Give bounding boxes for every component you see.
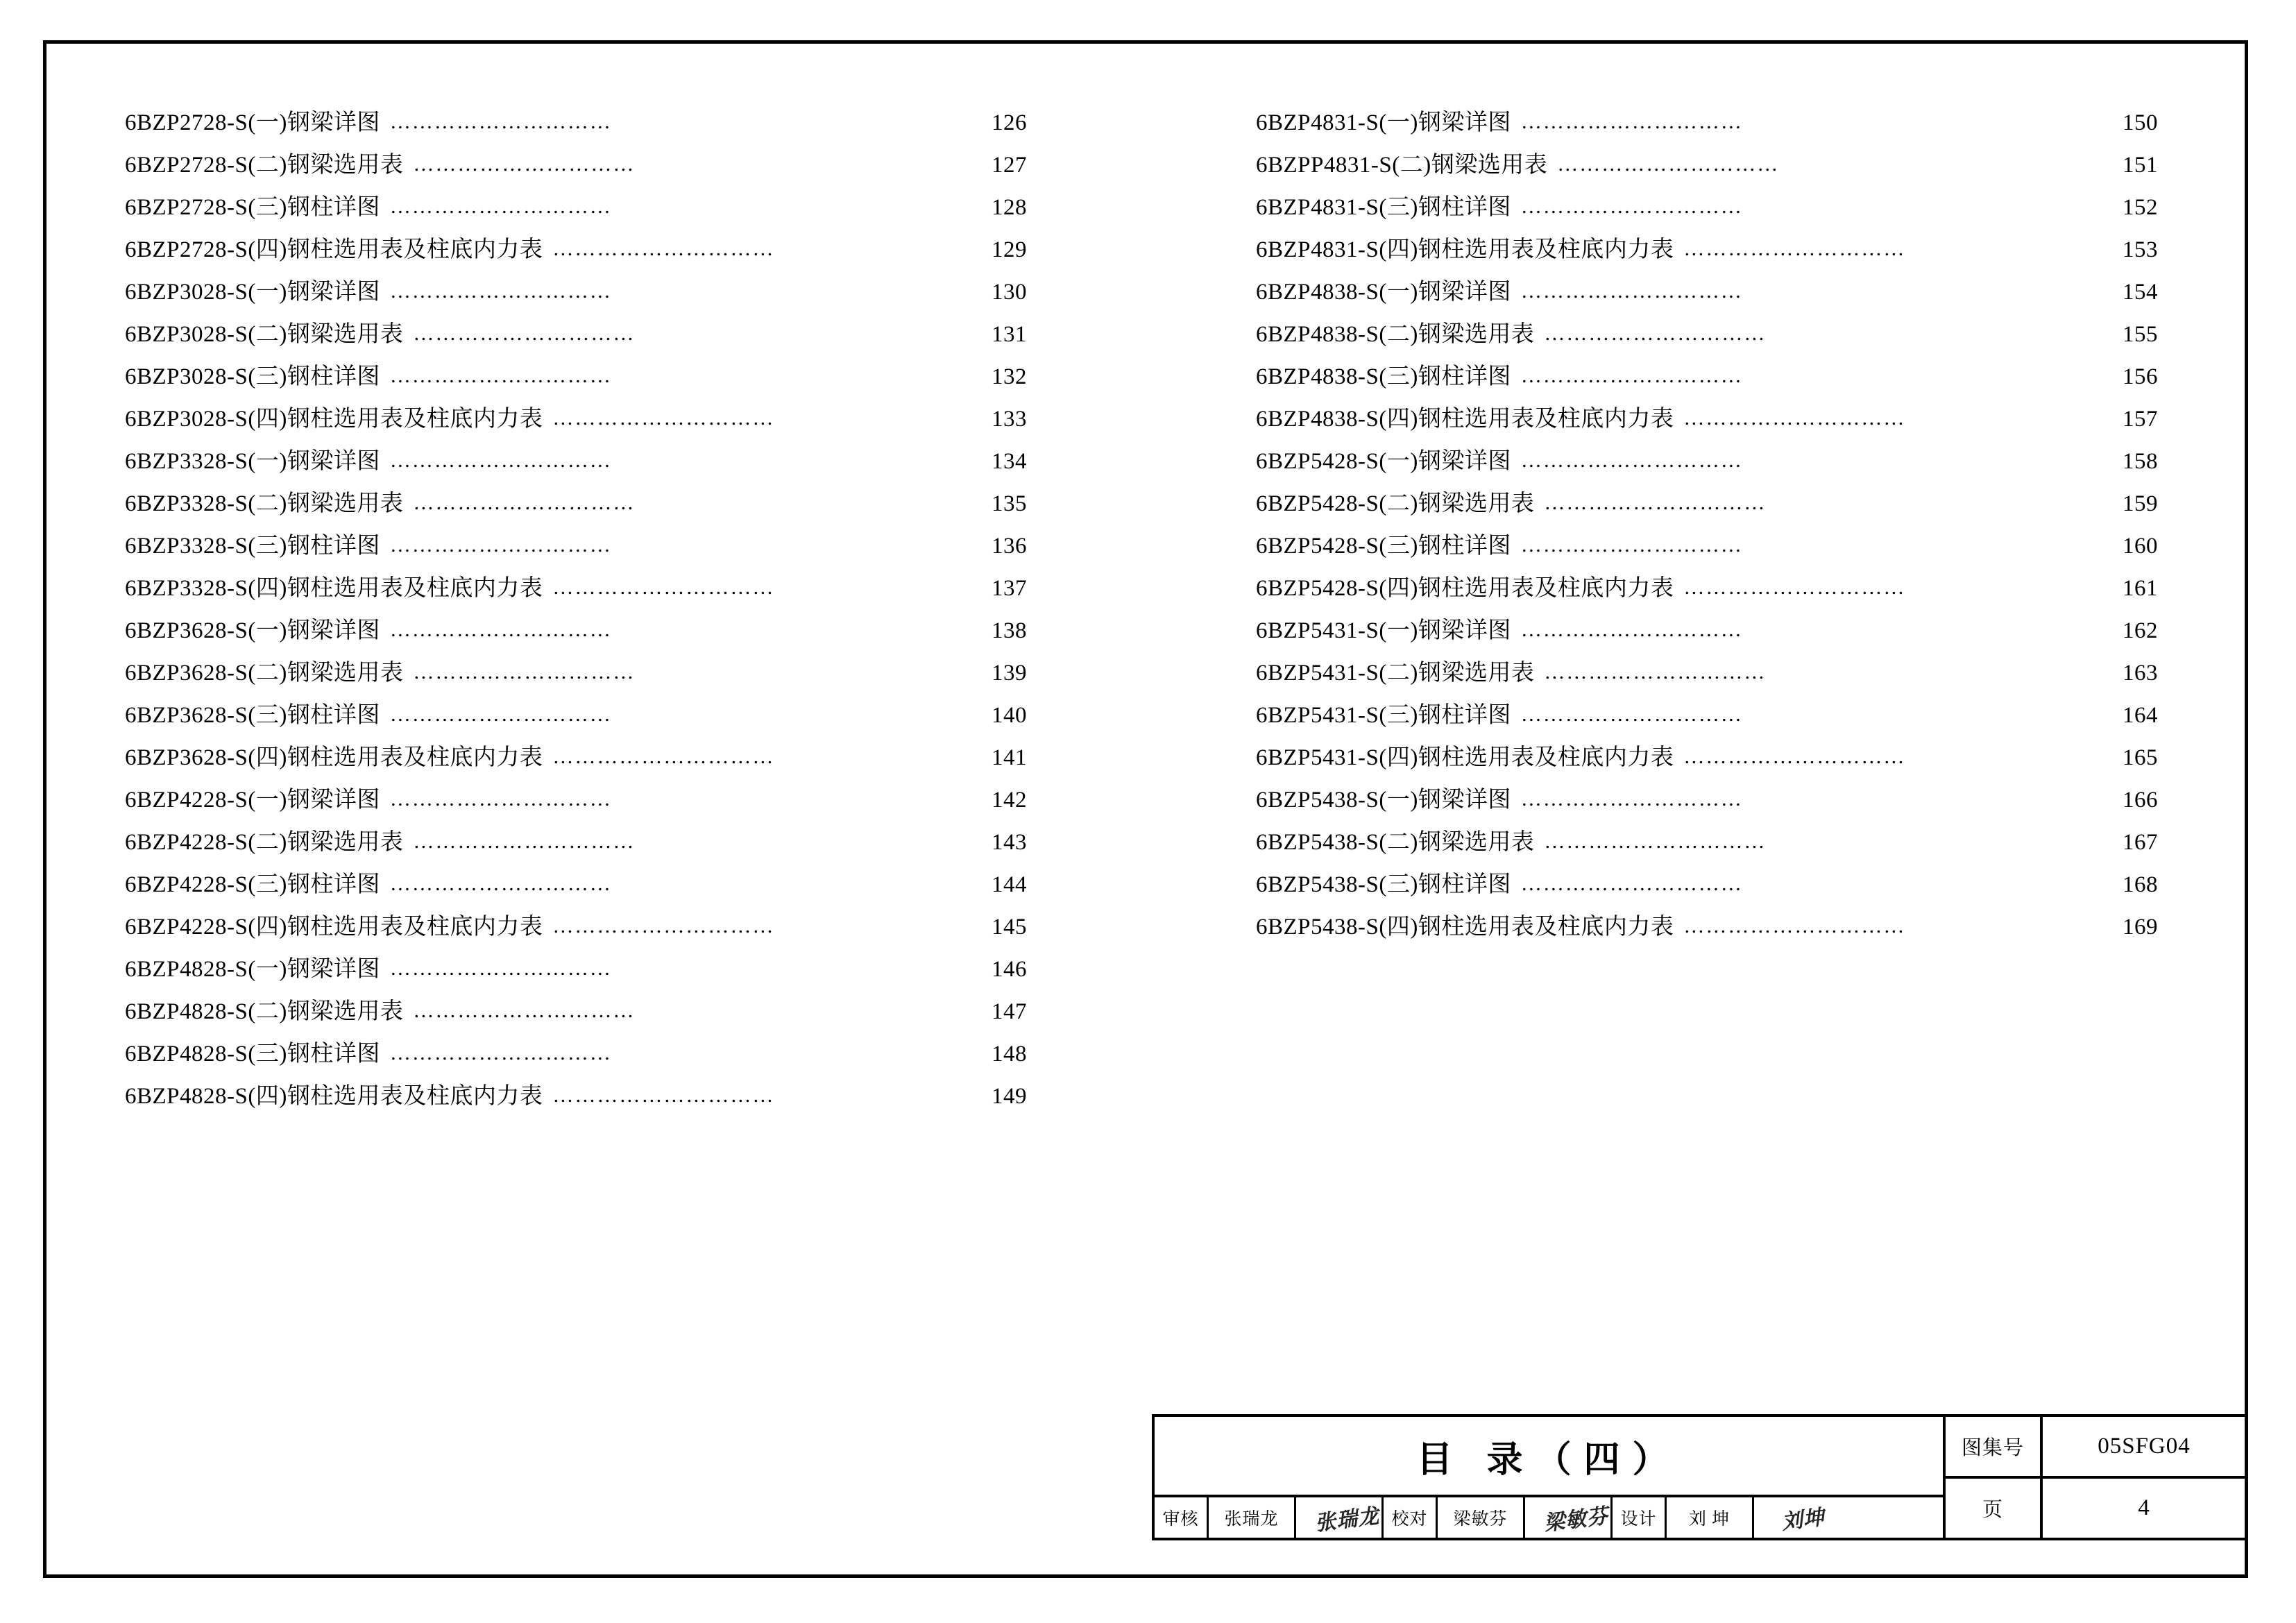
- toc-entry-page: 155: [2123, 322, 2158, 347]
- toc-entry-page: 141: [992, 745, 1027, 770]
- signature-role-check: 校对: [1384, 1497, 1438, 1538]
- toc-entry-page: 133: [992, 407, 1027, 432]
- handwritten-signature: 张瑞龙: [1313, 1504, 1381, 1536]
- toc-leader-dots: …………………………: [1683, 237, 1906, 260]
- toc-entry-page: 150: [2123, 110, 2158, 135]
- toc-leader-dots: …………………………: [389, 364, 612, 387]
- toc-entry[interactable]: [125, 527, 1027, 570]
- toc-entry-title: 6BZP4828-S(四)钢柱选用表及柱底内力表: [125, 1084, 543, 1109]
- toc-entry-title: 6BZP3028-S(一)钢梁详图: [125, 280, 380, 305]
- toc-leader-dots: …………………………: [552, 1084, 775, 1107]
- toc-entry-page: 137: [992, 576, 1027, 601]
- toc-entry[interactable]: [125, 358, 1027, 400]
- signature-scribble-review: [1296, 1497, 1384, 1538]
- toc-leader-dots: …………………………: [389, 534, 612, 556]
- toc-entry-page: 160: [2123, 534, 2158, 559]
- signature-name-check: 梁敏芬: [1438, 1497, 1525, 1538]
- toc-entry[interactable]: [125, 570, 1027, 612]
- toc-leader-dots: …………………………: [1544, 661, 1767, 683]
- toc-entry-title: 6BZP5431-S(一)钢梁详图: [1256, 618, 1511, 643]
- toc-entry-page: 126: [992, 110, 1027, 135]
- signature-role-design: 设计: [1613, 1497, 1667, 1538]
- toc-entry[interactable]: [125, 104, 1027, 146]
- toc-leader-dots: …………………………: [1520, 195, 1743, 218]
- toc-column-right: [1256, 104, 2158, 1120]
- toc-entry-page: 156: [2123, 364, 2158, 389]
- signature-name-design: 刘 坤: [1667, 1497, 1754, 1538]
- toc-entry-title: 6BZP3328-S(三)钢柱详图: [125, 534, 380, 559]
- toc-entry-page: 131: [992, 322, 1027, 347]
- toc-entry[interactable]: [125, 273, 1027, 316]
- toc-entry-title: 6BZP3028-S(三)钢柱详图: [125, 364, 380, 389]
- toc-leader-dots: …………………………: [1683, 407, 1906, 430]
- toc-entry-title: 6BZP4831-S(四)钢柱选用表及柱底内力表: [1256, 237, 1674, 262]
- handwritten-signature: 梁敏芬: [1542, 1504, 1610, 1536]
- toc-leader-dots: …………………………: [389, 449, 612, 472]
- toc-entry[interactable]: [125, 951, 1027, 993]
- toc-leader-dots: …………………………: [552, 407, 775, 430]
- toc-entry-page: 138: [992, 618, 1027, 643]
- toc-leader-dots: …………………………: [1520, 703, 1743, 726]
- toc-entry-title: 6BZP3628-S(三)钢柱详图: [125, 703, 380, 728]
- signature-row: [1155, 1497, 1943, 1538]
- toc-entry[interactable]: [1256, 443, 2158, 485]
- toc-leader-dots: …………………………: [413, 153, 636, 176]
- toc-entry-title: 6BZP5428-S(二)钢梁选用表: [1256, 491, 1535, 516]
- toc-entry-title: 6BZP4838-S(四)钢柱选用表及柱底内力表: [1256, 407, 1674, 432]
- toc-entry-title: 6BZPP4831-S(二)钢梁选用表: [1256, 153, 1548, 178]
- toc-entry[interactable]: [125, 316, 1027, 358]
- toc-leader-dots: …………………………: [389, 788, 612, 810]
- handwritten-signature: 刘坤: [1780, 1505, 1826, 1535]
- toc-leader-dots: …………………………: [1520, 364, 1743, 387]
- title-block-left: [1155, 1417, 1946, 1538]
- toc-entry-title: 6BZP5431-S(四)钢柱选用表及柱底内力表: [1256, 745, 1674, 770]
- toc-entry[interactable]: [1256, 908, 2158, 951]
- toc-leader-dots: …………………………: [389, 703, 612, 726]
- toc-entry[interactable]: [125, 485, 1027, 527]
- toc-leader-dots: …………………………: [552, 237, 775, 260]
- toc-entry-title: 6BZP5438-S(一)钢梁详图: [1256, 788, 1511, 813]
- toc-entry[interactable]: [1256, 866, 2158, 908]
- toc-leader-dots: …………………………: [389, 872, 612, 895]
- toc-entry-page: 151: [2123, 153, 2158, 178]
- toc-entry-page: 166: [2123, 788, 2158, 813]
- toc-entry-page: 152: [2123, 195, 2158, 220]
- toc-leader-dots: …………………………: [1520, 280, 1743, 303]
- toc-entry[interactable]: [1256, 485, 2158, 527]
- toc-entry-title: 6BZP4831-S(三)钢柱详图: [1256, 195, 1511, 220]
- toc-leader-dots: …………………………: [389, 618, 612, 641]
- toc-entry[interactable]: [1256, 146, 2158, 189]
- toc-entry[interactable]: [125, 654, 1027, 697]
- toc-entry[interactable]: [125, 231, 1027, 273]
- toc-entry-title: 6BZP4828-S(三)钢柱详图: [125, 1042, 380, 1067]
- toc-entry-page: 163: [2123, 661, 2158, 686]
- toc-leader-dots: …………………………: [389, 1042, 612, 1064]
- toc-entry[interactable]: [1256, 739, 2158, 781]
- title-block-right: [1946, 1417, 2245, 1538]
- toc-entry-page: 149: [992, 1084, 1027, 1109]
- toc-entry[interactable]: [125, 824, 1027, 866]
- toc-entry[interactable]: [125, 739, 1027, 781]
- toc-leader-dots: …………………………: [389, 110, 612, 133]
- toc-entry[interactable]: [125, 1078, 1027, 1120]
- toc-leader-dots: …………………………: [389, 195, 612, 218]
- toc-entry-title: 6BZP4828-S(二)钢梁选用表: [125, 999, 404, 1024]
- toc-entry[interactable]: [125, 443, 1027, 485]
- signature-scribble-check: [1525, 1497, 1613, 1538]
- toc-entry-page: 164: [2123, 703, 2158, 728]
- page-label: 页: [1946, 1479, 2043, 1538]
- toc-leader-dots: …………………………: [1520, 534, 1743, 556]
- toc-leader-dots: …………………………: [1544, 322, 1767, 345]
- toc-leader-dots: …………………………: [1544, 491, 1767, 514]
- toc-leader-dots: …………………………: [413, 999, 636, 1022]
- toc-entry-title: 6BZP4228-S(三)钢柱详图: [125, 872, 380, 897]
- toc-entry-page: 157: [2123, 407, 2158, 432]
- toc-leader-dots: …………………………: [413, 322, 636, 345]
- toc-entry-title: 6BZP3628-S(四)钢柱选用表及柱底内力表: [125, 745, 543, 770]
- signature-name-review: 张瑞龙: [1209, 1497, 1296, 1538]
- toc-entry-title: 6BZP3328-S(二)钢梁选用表: [125, 491, 404, 516]
- toc-leader-dots: …………………………: [389, 280, 612, 303]
- toc-leader-dots: …………………………: [1520, 618, 1743, 641]
- toc-leader-dots: …………………………: [1683, 745, 1906, 768]
- toc-entry-title: 6BZP4228-S(一)钢梁详图: [125, 788, 380, 813]
- atlas-number-row: [1946, 1417, 2245, 1479]
- toc-leader-dots: …………………………: [1520, 788, 1743, 810]
- toc-leader-dots: …………………………: [552, 576, 775, 599]
- toc-entry-page: 168: [2123, 872, 2158, 897]
- toc-entry[interactable]: [1256, 654, 2158, 697]
- toc-entry-page: 167: [2123, 830, 2158, 855]
- document-title: 目 录（四）: [1155, 1417, 1943, 1497]
- toc-entry[interactable]: [125, 866, 1027, 908]
- toc-entry-title: 6BZP2728-S(二)钢梁选用表: [125, 153, 404, 178]
- toc-entry[interactable]: [1256, 697, 2158, 739]
- toc-entry[interactable]: [1256, 400, 2158, 443]
- toc-entry-title: 6BZP5431-S(二)钢梁选用表: [1256, 661, 1535, 686]
- toc-entry-page: 128: [992, 195, 1027, 220]
- toc-entry-title: 6BZP5428-S(四)钢柱选用表及柱底内力表: [1256, 576, 1674, 601]
- toc-entry-page: 145: [992, 915, 1027, 940]
- toc-entry-page: 139: [992, 661, 1027, 686]
- toc-leader-dots: …………………………: [1520, 110, 1743, 133]
- toc-entry[interactable]: [1256, 316, 2158, 358]
- toc-leader-dots: …………………………: [552, 745, 775, 768]
- toc-entry-page: 144: [992, 872, 1027, 897]
- toc-leader-dots: …………………………: [1520, 872, 1743, 895]
- signature-scribble-design: [1754, 1497, 1842, 1538]
- toc-leader-dots: …………………………: [1520, 449, 1743, 472]
- toc-entry-page: 154: [2123, 280, 2158, 305]
- toc-entry-page: 147: [992, 999, 1027, 1024]
- toc-entry-page: 132: [992, 364, 1027, 389]
- toc-leader-dots: …………………………: [1683, 576, 1906, 599]
- toc-entry-title: 6BZP5428-S(三)钢柱详图: [1256, 534, 1511, 559]
- toc-entry-title: 6BZP4228-S(二)钢梁选用表: [125, 830, 404, 855]
- toc-entry-page: 161: [2123, 576, 2158, 601]
- toc-entry-title: 6BZP4838-S(三)钢柱详图: [1256, 364, 1511, 389]
- toc-entry-title: 6BZP4228-S(四)钢柱选用表及柱底内力表: [125, 915, 543, 940]
- toc-entry[interactable]: [125, 781, 1027, 824]
- toc-entry-title: 6BZP5438-S(三)钢柱详图: [1256, 872, 1511, 897]
- toc-entry-title: 6BZP2728-S(一)钢梁详图: [125, 110, 380, 135]
- toc-entry[interactable]: [1256, 781, 2158, 824]
- toc-entry-title: 6BZP3628-S(二)钢梁选用表: [125, 661, 404, 686]
- page-number-row: [1946, 1479, 2245, 1538]
- toc-entry-title: 6BZP3628-S(一)钢梁详图: [125, 618, 380, 643]
- toc-entry-page: 162: [2123, 618, 2158, 643]
- toc-entry[interactable]: [1256, 824, 2158, 866]
- toc-leader-dots: …………………………: [413, 830, 636, 853]
- toc-entry-title: 6BZP5431-S(三)钢柱详图: [1256, 703, 1511, 728]
- signature-role-review: 审核: [1155, 1497, 1209, 1538]
- toc-leader-dots: …………………………: [1544, 830, 1767, 853]
- toc-entry-page: 159: [2123, 491, 2158, 516]
- toc-entry[interactable]: [125, 612, 1027, 654]
- toc-entry-page: 148: [992, 1042, 1027, 1067]
- toc-entry[interactable]: [125, 189, 1027, 231]
- toc-entry-title: 6BZP2728-S(三)钢柱详图: [125, 195, 380, 220]
- toc-entry-page: 158: [2123, 449, 2158, 474]
- toc-entry-title: 6BZP4838-S(二)钢梁选用表: [1256, 322, 1535, 347]
- toc-leader-dots: …………………………: [413, 661, 636, 683]
- toc-entry[interactable]: [125, 908, 1027, 951]
- toc-entry[interactable]: [1256, 189, 2158, 231]
- toc-entry-title: 6BZP4828-S(一)钢梁详图: [125, 957, 380, 982]
- toc-entry-title: 6BZP3328-S(四)钢柱选用表及柱底内力表: [125, 576, 543, 601]
- toc-entry[interactable]: [1256, 358, 2158, 400]
- page-value: 4: [2138, 1495, 2150, 1520]
- toc-leader-dots: …………………………: [1683, 915, 1906, 937]
- toc-leader-dots: …………………………: [1557, 153, 1780, 176]
- toc-entry-page: 127: [992, 153, 1027, 178]
- table-of-contents: [125, 104, 2165, 1120]
- toc-entry[interactable]: [1256, 570, 2158, 612]
- toc-entry-page: 140: [992, 703, 1027, 728]
- atlas-number-label: 图集号: [1946, 1417, 2043, 1476]
- toc-entry-title: 6BZP3028-S(四)钢柱选用表及柱底内力表: [125, 407, 543, 432]
- toc-entry[interactable]: [125, 400, 1027, 443]
- toc-entry[interactable]: [1256, 231, 2158, 273]
- title-block: [1152, 1414, 2248, 1540]
- toc-entry[interactable]: [1256, 527, 2158, 570]
- toc-entry[interactable]: [125, 697, 1027, 739]
- toc-entry-page: 135: [992, 491, 1027, 516]
- toc-entry-page: 134: [992, 449, 1027, 474]
- toc-entry[interactable]: [125, 146, 1027, 189]
- toc-leader-dots: …………………………: [389, 957, 612, 980]
- toc-entry-page: 130: [992, 280, 1027, 305]
- toc-entry-page: 146: [992, 957, 1027, 982]
- toc-entry-title: 6BZP3028-S(二)钢梁选用表: [125, 322, 404, 347]
- toc-entry[interactable]: [1256, 612, 2158, 654]
- toc-entry[interactable]: [125, 1035, 1027, 1078]
- toc-entry-page: 142: [992, 788, 1027, 813]
- toc-entry-page: 153: [2123, 237, 2158, 262]
- toc-leader-dots: …………………………: [552, 915, 775, 937]
- toc-entry[interactable]: [1256, 104, 2158, 146]
- toc-entry-title: 6BZP3328-S(一)钢梁详图: [125, 449, 380, 474]
- toc-entry-page: 136: [992, 534, 1027, 559]
- atlas-number-value: 05SFG04: [2098, 1434, 2191, 1459]
- toc-entry-page: 129: [992, 237, 1027, 262]
- toc-entry-title: 6BZP5428-S(一)钢梁详图: [1256, 449, 1511, 474]
- toc-leader-dots: …………………………: [413, 491, 636, 514]
- toc-entry-title: 6BZP4838-S(一)钢梁详图: [1256, 280, 1511, 305]
- toc-entry-page: 169: [2123, 915, 2158, 940]
- toc-entry-page: 143: [992, 830, 1027, 855]
- toc-entry-title: 6BZP5438-S(四)钢柱选用表及柱底内力表: [1256, 915, 1674, 940]
- toc-column-left: [125, 104, 1027, 1120]
- toc-entry[interactable]: [1256, 273, 2158, 316]
- toc-entry-title: 6BZP5438-S(二)钢梁选用表: [1256, 830, 1535, 855]
- toc-entry-title: 6BZP4831-S(一)钢梁详图: [1256, 110, 1511, 135]
- toc-entry-page: 165: [2123, 745, 2158, 770]
- toc-entry-title: 6BZP2728-S(四)钢柱选用表及柱底内力表: [125, 237, 543, 262]
- toc-entry[interactable]: [125, 993, 1027, 1035]
